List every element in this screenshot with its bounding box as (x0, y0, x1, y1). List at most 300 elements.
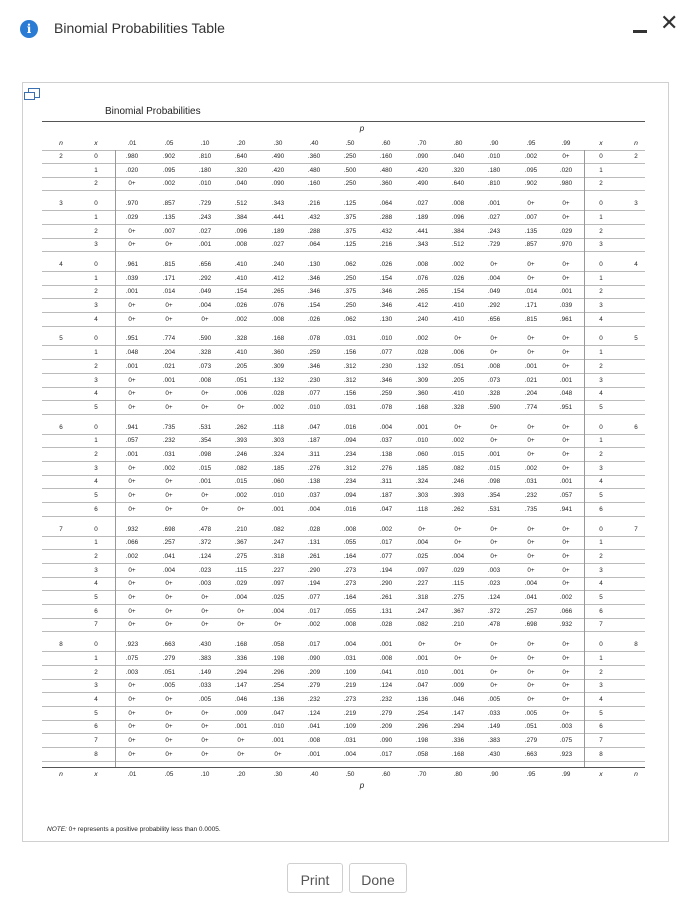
probability-cell: .008 (271, 315, 285, 323)
probability-cell: .367 (234, 539, 248, 547)
probability-cell: .312 (343, 362, 357, 370)
probability-cell: .512 (234, 200, 248, 208)
probability-cell: .320 (451, 166, 465, 174)
p-footer-cell: .10 (200, 771, 210, 779)
probability-cell: .478 (198, 525, 212, 533)
probability-cell: .058 (271, 641, 285, 649)
probability-cell: .312 (343, 464, 357, 472)
probability-cell: .097 (271, 580, 285, 588)
probability-cell: .234 (343, 451, 357, 458)
probability-cell: .735 (524, 505, 538, 513)
row-rule (42, 190, 645, 191)
n-value-right: 3 (634, 200, 638, 208)
probability-cell: 0+ (562, 464, 570, 472)
probability-cell: 0+ (490, 423, 498, 431)
probability-cell: .077 (379, 349, 393, 357)
probability-cell: .187 (307, 437, 321, 445)
probability-cell: .025 (271, 594, 285, 601)
x-value-left: 2 (94, 552, 98, 560)
probability-cell: .132 (415, 362, 429, 370)
probability-cell: .250 (343, 302, 357, 309)
n-value-right: 8 (634, 641, 638, 649)
probability-cell: 0+ (165, 750, 173, 758)
n-value-left: 2 (59, 153, 63, 160)
probability-cell: .902 (162, 153, 176, 160)
probability-cell: .060 (415, 451, 429, 458)
probability-cell: 0+ (490, 552, 498, 560)
p-axis-label-bottom: p (359, 781, 365, 791)
probability-cell: 0+ (562, 362, 570, 370)
row-rule (42, 590, 645, 591)
probability-cell: 0+ (165, 709, 173, 717)
probability-cell: .002 (307, 621, 321, 629)
probability-cell: .060 (271, 478, 285, 486)
probability-cell: 0+ (562, 641, 570, 649)
probability-cell: .026 (451, 274, 465, 282)
probability-cell: .075 (125, 654, 139, 662)
probability-cell: .001 (415, 654, 429, 662)
probability-cell: 0+ (165, 492, 173, 500)
x-value-left: 0 (94, 641, 98, 649)
n-header-left: n (59, 140, 63, 147)
probability-cell: 0+ (128, 376, 136, 384)
probability-cell: .064 (307, 241, 321, 249)
probability-cell: 0+ (527, 682, 535, 690)
probability-cell: 0+ (237, 607, 245, 615)
probability-cell: .010 (379, 335, 393, 343)
row-rule (42, 359, 645, 360)
probability-cell: .383 (198, 654, 212, 662)
table-title: Binomial Probabilities (105, 106, 201, 117)
n-value-left: 3 (59, 200, 63, 208)
probability-cell: .002 (234, 492, 248, 500)
probability-cell: .002 (524, 464, 538, 472)
probability-cell: 0+ (237, 737, 245, 744)
probability-cell: .384 (451, 227, 465, 235)
probability-cell: .010 (271, 492, 285, 500)
probability-cell: .232 (524, 492, 538, 500)
probability-cell: .640 (234, 153, 248, 160)
probability-cell: 0+ (165, 607, 173, 615)
probability-cell: 0+ (165, 505, 173, 513)
probability-cell: .004 (162, 566, 176, 574)
probability-cell: 0+ (418, 525, 426, 533)
probability-cell: .656 (198, 260, 212, 268)
probability-cell: .095 (524, 166, 538, 174)
probability-cell: .923 (125, 641, 139, 649)
probability-cell: .384 (234, 213, 248, 221)
probability-cell: .288 (307, 227, 321, 235)
probability-cell: .250 (343, 180, 357, 188)
probability-cell: .002 (524, 153, 538, 160)
probability-cell: .360 (307, 153, 321, 160)
x-value-left: 2 (94, 362, 98, 370)
probability-cell: .194 (307, 580, 321, 588)
probability-cell: .008 (343, 621, 357, 629)
probability-cell: .077 (307, 594, 321, 601)
probability-cell: 0+ (165, 390, 173, 398)
probability-cell: 0+ (527, 437, 535, 445)
probability-cell: .029 (234, 580, 248, 588)
x-value-left: 2 (94, 451, 98, 458)
probability-cell: .160 (307, 180, 321, 188)
probability-cell: .923 (559, 750, 573, 758)
probability-cell: 0+ (527, 566, 535, 574)
probability-cell: .279 (524, 737, 538, 744)
row-rule (42, 747, 645, 748)
probability-cell: .005 (487, 695, 501, 703)
probability-cell: .001 (559, 376, 573, 384)
p-header-cell: .40 (309, 140, 319, 147)
probability-cell: .290 (379, 580, 393, 588)
probability-cell: 0+ (128, 607, 136, 615)
x-value-left: 7 (94, 737, 98, 744)
probability-cell: .002 (451, 260, 465, 268)
probability-cell: .430 (487, 750, 501, 758)
x-value-right: 2 (599, 227, 603, 235)
probability-cell: .010 (198, 180, 212, 188)
x-value-right: 3 (599, 566, 603, 574)
probability-cell: .227 (415, 580, 429, 588)
probability-cell: 0+ (165, 403, 173, 411)
probability-cell: .094 (343, 492, 357, 500)
probability-cell: .051 (451, 362, 465, 370)
probability-cell: .004 (379, 423, 393, 431)
probability-cell: .590 (198, 335, 212, 343)
probability-cell: .003 (125, 668, 139, 676)
probability-cell: .663 (524, 750, 538, 758)
x-value-left: 3 (94, 566, 98, 574)
probability-cell: .149 (198, 668, 212, 676)
probability-cell: .008 (415, 260, 429, 268)
row-rule (42, 618, 645, 619)
row-rule (42, 326, 645, 327)
probability-cell: .135 (524, 227, 538, 235)
probability-cell: .005 (524, 709, 538, 717)
probability-cell: .046 (451, 695, 465, 703)
n-footer-left: n (59, 771, 63, 779)
probability-cell: 0+ (128, 227, 136, 235)
p-footer-cell: .50 (345, 771, 355, 779)
minimize-icon[interactable] (632, 16, 650, 36)
probability-cell: .209 (307, 668, 321, 676)
probability-cell: 0+ (165, 594, 173, 601)
probability-cell: 0+ (490, 260, 498, 268)
row-rule (42, 679, 645, 680)
probability-cell: 0+ (527, 552, 535, 560)
probability-cell: .296 (415, 723, 429, 731)
probability-cell: .420 (271, 166, 285, 174)
probability-cell: .004 (487, 274, 501, 282)
probability-cell: .273 (343, 695, 357, 703)
window-title: Binomial Probabilities Table (54, 20, 225, 36)
probability-cell: .961 (125, 260, 139, 268)
probability-cell: .259 (307, 349, 321, 357)
probability-cell: .138 (379, 451, 393, 458)
probability-cell: .432 (379, 227, 393, 235)
probability-cell: 0+ (201, 594, 209, 601)
probability-cell: .082 (234, 464, 248, 472)
probability-cell: .066 (125, 539, 139, 547)
n-value-left: 8 (59, 641, 63, 649)
p-footer-cell: .70 (417, 771, 427, 779)
probability-cell: .077 (307, 390, 321, 398)
probability-cell: .198 (271, 654, 285, 662)
probability-cell: .410 (451, 315, 465, 323)
probability-cell: 0+ (527, 451, 535, 458)
probability-cell: .002 (234, 315, 248, 323)
probability-cell: .049 (487, 288, 501, 296)
probability-cell: .047 (271, 709, 285, 717)
probability-cell: 0+ (128, 709, 136, 717)
probability-cell: .656 (487, 315, 501, 323)
probability-cell: 0+ (128, 505, 136, 513)
probability-cell: .048 (559, 390, 573, 398)
probability-cell: 0+ (237, 750, 245, 758)
probability-cell: .001 (271, 737, 285, 744)
probability-cell: .004 (524, 580, 538, 588)
probability-cell: 0+ (562, 668, 570, 676)
probability-cell: .033 (198, 682, 212, 690)
probability-cell: .055 (343, 607, 357, 615)
probability-cell: .015 (234, 478, 248, 486)
probability-cell: .410 (234, 260, 248, 268)
probability-cell: 0+ (527, 274, 535, 282)
row-rule (42, 400, 645, 401)
probability-cell: .980 (559, 180, 573, 188)
probability-cell: .023 (198, 566, 212, 574)
probability-cell: 0+ (527, 668, 535, 676)
probability-cell: .156 (343, 349, 357, 357)
probability-cell: 0+ (562, 153, 570, 160)
p-header-cell: .99 (561, 140, 571, 147)
x-value-right: 5 (599, 403, 603, 411)
row-rule (42, 298, 645, 299)
probability-cell: .774 (524, 403, 538, 411)
probability-cell: .109 (343, 723, 357, 731)
probability-cell: .003 (487, 566, 501, 574)
x-value-left: 4 (94, 390, 98, 398)
probability-cell: .017 (379, 539, 393, 547)
probability-cell: .001 (524, 362, 538, 370)
x-value-left: 5 (94, 403, 98, 411)
probability-cell: .254 (415, 709, 429, 717)
row-rule (42, 516, 645, 517)
probability-cell: 0+ (562, 213, 570, 221)
probability-cell: .062 (343, 260, 357, 268)
probability-cell: .002 (415, 335, 429, 343)
x-value-right: 7 (599, 621, 603, 629)
probability-cell: .261 (379, 594, 393, 601)
probability-cell: 0+ (128, 302, 136, 309)
probability-cell: 0+ (128, 737, 136, 744)
probability-cell: .001 (559, 478, 573, 486)
row-rule (42, 536, 645, 537)
probability-cell: .257 (162, 539, 176, 547)
probability-cell: .432 (307, 213, 321, 221)
probability-cell: .210 (451, 621, 465, 629)
p-footer-cell: .60 (381, 771, 391, 779)
x-value-left: 2 (94, 227, 98, 235)
probability-cell: .021 (162, 362, 176, 370)
x-value-right: 5 (599, 709, 603, 717)
p-header-cell: .90 (489, 140, 499, 147)
probability-cell: .090 (379, 737, 393, 744)
probability-cell: .164 (343, 594, 357, 601)
header-rule (42, 150, 645, 151)
probability-cell: .328 (198, 349, 212, 357)
probability-cell: .002 (451, 437, 465, 445)
p-footer-cell: .30 (273, 771, 283, 779)
row-rule (42, 414, 645, 415)
x-value-right: 2 (599, 362, 603, 370)
probability-cell: .410 (451, 390, 465, 398)
row-rule (42, 651, 645, 652)
probability-cell: 0+ (165, 478, 173, 486)
x-value-left: 1 (94, 166, 98, 174)
probability-cell: .124 (487, 594, 501, 601)
probability-cell: .164 (343, 552, 357, 560)
n-value-right: 2 (634, 153, 638, 160)
probability-cell: .096 (451, 213, 465, 221)
x-value-left: 8 (94, 750, 98, 758)
x-value-right: 0 (599, 153, 603, 160)
probability-cell: .367 (451, 607, 465, 615)
probability-cell: .027 (198, 227, 212, 235)
probability-cell: 0+ (201, 621, 209, 629)
probability-cell: .189 (415, 213, 429, 221)
probability-cell: 0+ (201, 723, 209, 731)
probability-cell: .004 (343, 750, 357, 758)
x-value-left: 1 (94, 349, 98, 357)
x-value-right: 6 (599, 505, 603, 513)
row-rule (42, 163, 645, 164)
probability-cell: .090 (271, 180, 285, 188)
row-rule (42, 761, 645, 762)
x-value-right: 6 (599, 723, 603, 731)
probability-cell: .478 (487, 621, 501, 629)
probability-cell: .279 (379, 709, 393, 717)
probability-cell: .001 (451, 668, 465, 676)
probability-cell: 0+ (128, 695, 136, 703)
probability-cell: .810 (487, 180, 501, 188)
probability-cell: .031 (343, 737, 357, 744)
x-value-left: 1 (94, 213, 98, 221)
x-value-right: 4 (599, 695, 603, 703)
probability-cell: .343 (271, 200, 285, 208)
print-button[interactable]: Print (287, 863, 343, 893)
probability-cell: .016 (343, 423, 357, 431)
probability-cell: .227 (271, 566, 285, 574)
probability-cell: 0+ (201, 505, 209, 513)
probability-cell: .090 (307, 654, 321, 662)
probability-cell: .490 (415, 180, 429, 188)
x-value-right: 0 (599, 423, 603, 431)
probability-cell: .136 (415, 695, 429, 703)
probability-cell: .028 (307, 525, 321, 533)
x-value-left: 3 (94, 682, 98, 690)
probability-cell: .412 (415, 302, 429, 309)
probability-cell: .354 (198, 437, 212, 445)
probability-cell: .017 (307, 641, 321, 649)
row-rule (42, 665, 645, 666)
table-top-rule (42, 121, 645, 122)
probability-cell: 0+ (128, 750, 136, 758)
probability-cell: .058 (415, 750, 429, 758)
probability-cell: .729 (198, 200, 212, 208)
row-rule (42, 563, 645, 564)
probability-cell: 0+ (128, 478, 136, 486)
probability-cell: .049 (198, 288, 212, 296)
probability-cell: .343 (415, 241, 429, 249)
probability-cell: .076 (415, 274, 429, 282)
probability-cell: 0+ (128, 566, 136, 574)
x-value-left: 0 (94, 525, 98, 533)
x-value-right: 5 (599, 492, 603, 500)
probability-cell: .294 (234, 668, 248, 676)
x-value-left: 5 (94, 492, 98, 500)
probability-cell: 0+ (562, 274, 570, 282)
probability-cell: .393 (234, 437, 248, 445)
probability-cell: .046 (234, 695, 248, 703)
probability-cell: .098 (198, 451, 212, 458)
probability-cell: .336 (234, 654, 248, 662)
probability-cell: .250 (343, 274, 357, 282)
row-rule (42, 475, 645, 476)
row-rule (42, 387, 645, 388)
probability-cell: .008 (487, 362, 501, 370)
probability-cell: 0+ (562, 335, 570, 343)
probability-cell: .216 (379, 241, 393, 249)
probability-cell: .124 (379, 682, 393, 690)
probability-cell: .372 (487, 607, 501, 615)
probability-cell: .130 (379, 315, 393, 323)
x-value-left: 3 (94, 241, 98, 249)
probability-cell: .001 (559, 288, 573, 296)
close-icon[interactable]: ✕ (660, 10, 679, 35)
probability-cell: .346 (379, 288, 393, 296)
row-rule (42, 461, 645, 462)
probability-cell: 0+ (165, 737, 173, 744)
probability-cell: .051 (162, 668, 176, 676)
x-value-left: 3 (94, 464, 98, 472)
x-value-left: 2 (94, 180, 98, 188)
probability-cell: .261 (307, 552, 321, 560)
probability-cell: .096 (234, 227, 248, 235)
probability-cell: 0+ (237, 403, 245, 411)
probability-cell: .031 (162, 451, 176, 458)
probability-cell: .010 (415, 437, 429, 445)
probability-cell: .008 (307, 737, 321, 744)
probability-cell: .320 (234, 166, 248, 174)
copy-icon[interactable] (28, 88, 40, 98)
probability-cell: .160 (379, 153, 393, 160)
probability-cell: 0+ (527, 200, 535, 208)
probability-cell: .004 (198, 302, 212, 309)
info-icon: i (20, 20, 38, 38)
probability-cell: .082 (451, 464, 465, 472)
x-value-right: 2 (599, 552, 603, 560)
x-value-left: 0 (94, 200, 98, 208)
probability-cell: .230 (307, 376, 321, 384)
probability-cell: .168 (451, 750, 465, 758)
p-footer-cell: .40 (309, 771, 319, 779)
probability-cell: .185 (271, 464, 285, 472)
done-button[interactable]: Done (349, 863, 407, 893)
probability-cell: .290 (307, 566, 321, 574)
probability-cell: 0+ (201, 607, 209, 615)
probability-cell: .180 (198, 166, 212, 174)
